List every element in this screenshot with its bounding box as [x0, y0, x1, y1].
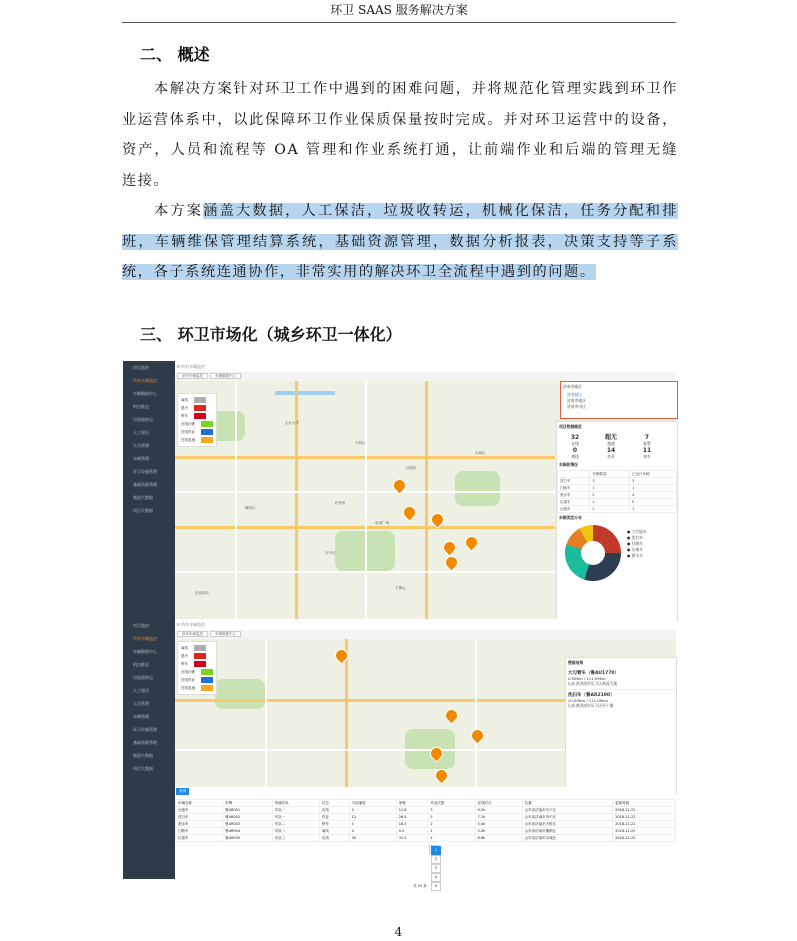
map-label: 天桥区	[355, 441, 366, 445]
overview-paragraph-2	[122, 196, 678, 288]
sidebar-item[interactable]: 集团大数据	[133, 753, 153, 758]
sidebar-item[interactable]: 所有车辆监控	[133, 636, 157, 641]
sidebar-item[interactable]: 基础资源管理	[133, 482, 157, 487]
table-cell: 11.8	[396, 807, 428, 814]
table-header: 车牌	[223, 800, 273, 807]
table-cell: 离线	[319, 828, 349, 835]
pie-legend-item: ● 压缩车	[627, 547, 643, 552]
vehicle-detail: 0.00Km / 111.09km	[568, 676, 606, 681]
tab-vehicle-data[interactable]: 车辆数据中心	[210, 373, 241, 379]
legend-item: 在线行驶	[181, 420, 213, 428]
table-header: 作业次数	[428, 800, 475, 807]
table-header: 位置	[522, 800, 613, 807]
overview-panel	[556, 421, 678, 621]
stat-tile: 11 停车	[642, 447, 652, 459]
table-row[interactable]	[176, 814, 676, 821]
overview-paragraph-1: 本解决方案针对环卫工作中遇到的困难问题，并将规范化管理实践到环卫作业运营体系中，以此保障环卫作业保质保量按时完成。并对环卫运营中的设备，资产，人员和流程等 OA 管理和作业系统打通，让前端作业和后端的管理无缝连接。	[122, 81, 678, 189]
sidebar-item[interactable]: 垃圾收转运	[133, 417, 153, 422]
table-row[interactable]	[558, 492, 677, 499]
vehicle-table	[557, 470, 677, 513]
vehicle-grid	[175, 787, 676, 888]
table-cell: 12	[349, 814, 396, 821]
table-cell: 车队一	[272, 814, 319, 821]
search-result-panel	[565, 657, 677, 794]
table-row[interactable]	[176, 835, 676, 842]
table-cell: 在线	[319, 835, 349, 842]
table-cell: 2	[428, 821, 475, 828]
table-cell: 停车	[319, 821, 349, 828]
table-cell: 5.4h	[475, 821, 522, 828]
sidebar-item[interactable]: 项目监控	[133, 365, 149, 370]
pie-legend	[627, 529, 647, 559]
table-cell: 6.8h	[475, 835, 522, 842]
table-cell: 车队一	[272, 807, 319, 814]
vehicle-grid-table	[175, 799, 676, 842]
table-cell: 洒水车	[176, 821, 223, 828]
map-label: 槐荫区	[245, 506, 256, 510]
map-label: 千佛山	[395, 586, 406, 590]
screenshot-vehicle-search	[123, 619, 676, 888]
table-header: 状态	[319, 800, 349, 807]
legend-item: 离线	[181, 396, 213, 404]
vehicle-address: 山东省济南市历下区经十路	[568, 703, 614, 708]
status-legend	[177, 641, 217, 695]
vehicle-address: 山东省济南市历下区新泺大街	[568, 681, 618, 686]
sidebar-item[interactable]: 车辆管理	[133, 714, 149, 719]
dropdown-selected[interactable]: 济南市辖区	[563, 384, 582, 389]
stats-grid	[557, 432, 677, 460]
table-cell: 鲁AR004	[223, 828, 273, 835]
sidebar	[123, 619, 175, 879]
sidebar-item[interactable]: 机扫推送	[133, 662, 149, 667]
tab-bar	[175, 630, 676, 639]
table-cell: 在线	[319, 807, 349, 814]
tab-all-vehicles[interactable]: 所有车辆监控	[177, 631, 208, 637]
vehicle-name: 大勾臂车（鲁AU1770）	[568, 671, 620, 676]
table-cell: 1	[630, 506, 677, 513]
dropdown-option[interactable]: 济南辖区	[567, 392, 583, 397]
table-cell: 9.3	[396, 828, 428, 835]
table-cell: 0	[349, 828, 396, 835]
sidebar-item[interactable]: 环卫设施管理	[133, 469, 157, 474]
legend-item: 在线行驶	[181, 668, 213, 676]
table-cell: 5	[590, 492, 630, 499]
section-heading-overview: 二、 概述	[140, 45, 210, 64]
table-cell: 5	[428, 814, 475, 821]
table-cell: 1	[428, 828, 475, 835]
table-cell: 1	[590, 485, 630, 492]
sidebar-item[interactable]: 环卫设施管理	[133, 727, 157, 732]
table-cell: 洒水车	[558, 492, 590, 499]
table-cell: 2	[590, 506, 630, 513]
sidebar-item[interactable]: 人工保洁	[133, 688, 149, 693]
table-cell: 鲁AR001	[223, 807, 273, 814]
dropdown-option[interactable]: 济南市中区	[567, 404, 586, 409]
table-cell: 1	[630, 485, 677, 492]
vehicle-card[interactable]	[566, 668, 676, 690]
table-cell: 18.0	[396, 821, 428, 828]
table-cell: 2018-11-22	[613, 807, 676, 814]
legend-item: 停车	[181, 660, 213, 668]
overview-body	[122, 74, 678, 288]
table-row[interactable]	[176, 828, 676, 835]
sidebar-item[interactable]: 集团大数据	[133, 495, 153, 500]
map-label: 山东大学	[285, 421, 299, 425]
table-header: 里程	[396, 800, 428, 807]
table-header	[558, 471, 590, 478]
tab-all-vehicles[interactable]: 所有车辆监控	[177, 373, 208, 379]
map-label: 历城区	[475, 451, 486, 455]
sidebar-item[interactable]: 车辆数据中心	[133, 649, 157, 654]
running-header: 环卫 SAAS 服务解决方案	[122, 0, 676, 23]
table-cell: 4	[630, 492, 677, 499]
search-input[interactable]: 所有车辆监控	[181, 364, 206, 369]
page-button[interactable]: 1	[431, 846, 441, 855]
table-row[interactable]	[558, 485, 677, 492]
page-button[interactable]: 3	[431, 864, 441, 873]
table-cell: 山东省济南市天桥区	[522, 821, 613, 828]
table-cell: 压缩车	[176, 807, 223, 814]
table-cell: 压缩车	[558, 506, 590, 513]
dropdown-option[interactable]: 济南市辖区	[567, 398, 586, 403]
table-cell: 鲁AR005	[223, 835, 273, 842]
legend-item: 熄火	[181, 652, 213, 660]
table-row[interactable]	[176, 807, 676, 814]
legend-item: 在线怠速	[181, 684, 213, 692]
table-cell: 鲁AR002	[223, 814, 273, 821]
search-input[interactable]: 所有车辆监控	[181, 622, 206, 627]
screenshot-vehicle-monitor	[123, 361, 676, 619]
pie-legend-item: ● 大垃圾车	[627, 529, 647, 534]
record-count: 共 10 条	[413, 884, 427, 888]
table-cell: 0	[349, 807, 396, 814]
table-cell: 31.2	[396, 835, 428, 842]
region-dropdown[interactable]	[560, 381, 678, 419]
sidebar-item[interactable]: 项目监控	[133, 623, 149, 628]
sidebar-item[interactable]: 人工保洁	[133, 430, 149, 435]
sidebar-item[interactable]: 项目大数据	[133, 508, 153, 513]
table-cell: 作业	[319, 814, 349, 821]
chart-title: 车辆类型分布	[559, 515, 582, 520]
table-header: 更新时间	[613, 800, 676, 807]
stat-tile: 7 报警	[643, 434, 651, 446]
sidebar	[123, 361, 175, 619]
pie-legend-item: ● 扫路车	[627, 541, 643, 546]
vehicle-detail: 20.00Km / 111.09km	[568, 698, 608, 703]
table-cell: 垃圾车	[176, 835, 223, 842]
paragraph-lead: 本方案	[154, 203, 204, 219]
table-cell: 山东省济南市历下区	[522, 807, 613, 814]
status-legend	[177, 393, 217, 447]
table-cell: 车队三	[272, 835, 319, 842]
legend-item: 停车	[181, 412, 213, 420]
table-cell: 3.0h	[475, 828, 522, 835]
map-label: 趵突泉	[335, 501, 346, 505]
table-row[interactable]	[176, 821, 676, 828]
sidebar-item[interactable]: 所有车辆监控	[133, 378, 157, 383]
table-row[interactable]	[558, 506, 677, 513]
table-header: 已运行车辆	[630, 471, 677, 478]
section-heading-market: 三、 环卫市场化（城乡环卫一体化）	[140, 325, 402, 344]
vehicle-card[interactable]	[566, 690, 676, 711]
stat-tile: 14 作业	[606, 447, 616, 459]
map[interactable]	[175, 381, 676, 619]
map-label: 济南西站	[195, 591, 209, 595]
table-cell: 车队二	[272, 828, 319, 835]
pie-legend-item: ● 洒水车	[627, 553, 643, 558]
sidebar-item[interactable]: 人员管理	[133, 701, 149, 706]
table-cell: 鲁AR003	[223, 821, 273, 828]
table-cell: 3	[590, 478, 630, 485]
table-row[interactable]	[558, 499, 677, 506]
table-cell: 26.4	[396, 814, 428, 821]
page-number: 4	[394, 925, 403, 939]
map-label: 大明湖	[405, 466, 416, 470]
table-cell: 7.1h	[475, 814, 522, 821]
sidebar-item[interactable]: 机扫推送	[133, 404, 149, 409]
top-bar: ☰ 所有车辆监控	[175, 361, 676, 373]
table-cell: 2018-11-22	[613, 814, 676, 821]
sidebar-item[interactable]: 垃圾收转运	[133, 675, 153, 680]
table-header: 车辆名称	[176, 800, 223, 807]
table-cell: 洗扫车	[176, 814, 223, 821]
sidebar-item[interactable]: 项目大数据	[133, 766, 153, 771]
table-title: 车辆段情况	[559, 462, 578, 467]
table-header: 在线时长	[475, 800, 522, 807]
table-cell: 6.2h	[475, 807, 522, 814]
stat-tile: 32 在线	[570, 434, 580, 446]
sidebar-item[interactable]: 车辆管理	[133, 456, 149, 461]
table-cell: 山东省济南市槐荫区	[522, 828, 613, 835]
sidebar-item[interactable]: 基础资源管理	[133, 740, 157, 745]
table-cell: 4	[428, 835, 475, 842]
sidebar-item[interactable]: 人员管理	[133, 443, 149, 448]
table-cell: 2018-11-22	[613, 828, 676, 835]
top-bar: ☰ 所有车辆监控	[175, 619, 676, 631]
table-cell: 扫路车	[558, 485, 590, 492]
vehicle-name: 洗扫车（鲁AR2100）	[568, 693, 615, 698]
table-header: 当前速度	[349, 800, 396, 807]
table-cell: 洗扫车	[558, 478, 590, 485]
stat-tile: 超无 超速	[604, 434, 617, 446]
legend-item: 在线作业	[181, 428, 213, 436]
table-cell: 2018-11-22	[613, 821, 676, 828]
table-cell: 0	[349, 821, 396, 828]
table-header: 所属车队	[272, 800, 319, 807]
table-cell: 3	[630, 478, 677, 485]
table-row[interactable]	[558, 478, 677, 485]
legend-item: 在线怠速	[181, 436, 213, 444]
tab-vehicle-data[interactable]: 车辆数据中心	[210, 631, 241, 637]
map-label: 泉城广场	[375, 521, 389, 525]
table-cell: 扫路车	[176, 828, 223, 835]
query-button[interactable]: 查询	[176, 788, 189, 795]
table-cell: 30	[349, 835, 396, 842]
legend-item: 熄火	[181, 404, 213, 412]
panel-title: 项目数据概览	[559, 424, 582, 429]
map-label: 市中区	[325, 551, 336, 555]
tab-bar	[175, 372, 676, 381]
table-cell: 2018-11-22	[613, 835, 676, 842]
table-cell: 1	[590, 499, 630, 506]
table-cell: 3	[428, 807, 475, 814]
table-cell: 车队二	[272, 821, 319, 828]
table-cell: 山东省济南市市中区	[522, 814, 613, 821]
table-cell: 山东省济南市历城区	[522, 835, 613, 842]
legend-item: 离线	[181, 644, 213, 652]
table-header: 车辆数量	[590, 471, 630, 478]
legend-item: 在线作业	[181, 676, 213, 684]
sidebar-item[interactable]: 车辆数据中心	[133, 391, 157, 396]
table-cell: 0	[630, 499, 677, 506]
page-button[interactable]: 5	[431, 882, 441, 891]
pie-legend-item: ● 洗扫车	[627, 535, 643, 540]
page-button[interactable]: 4	[431, 873, 441, 882]
stat-tile: 0 离线	[571, 447, 579, 459]
map[interactable]	[175, 639, 676, 787]
result-title: 搜索结果	[568, 660, 584, 665]
pagination	[175, 845, 676, 890]
highlighted-text: 涵盖大数据，人工保洁，垃圾收转运，机械化保洁，任务分配和排班，车辆维保管理结算系统，基础资源管理，数据分析报表，决策支持等子系统，各子系统连通协作，非常实用的解决环卫全流程中遇到的问题。	[122, 203, 678, 280]
page-button[interactable]: 2	[431, 855, 441, 864]
table-cell: 垃圾车	[558, 499, 590, 506]
